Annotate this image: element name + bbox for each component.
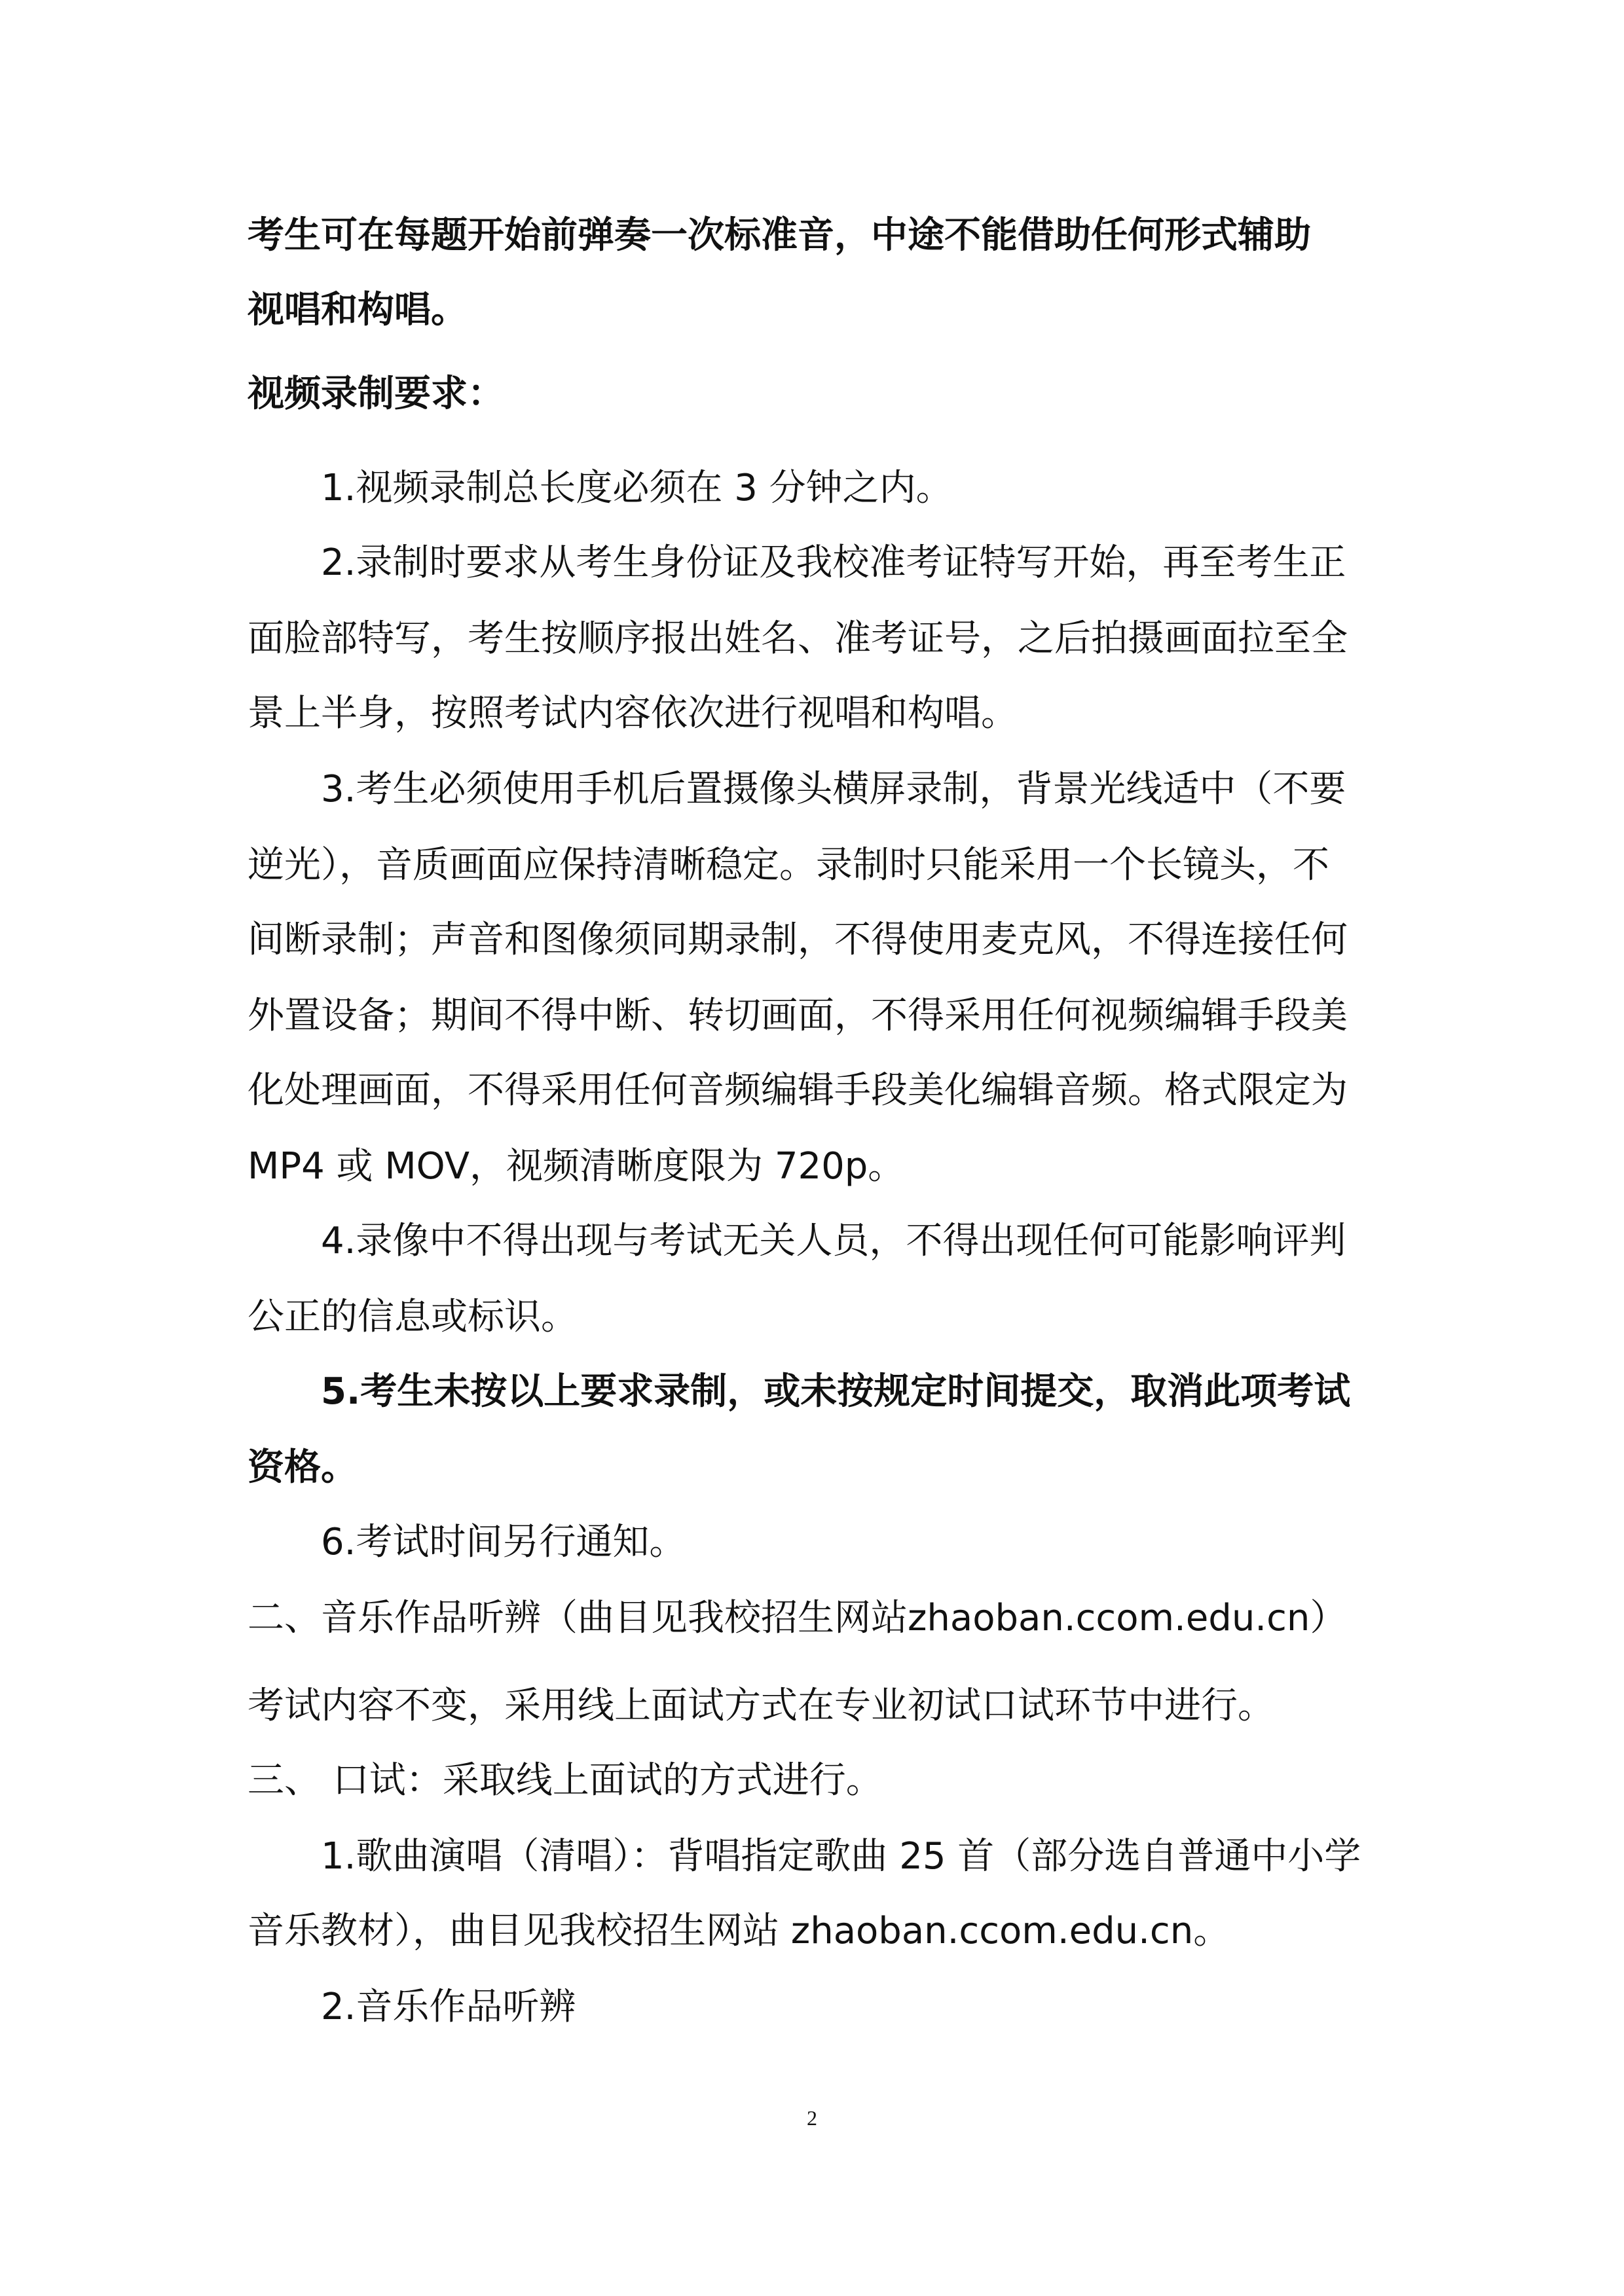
list-item: 1.歌曲演唱（清唱）：背唱指定歌曲 25 首（部分选自普通中小学 bbox=[321, 1835, 1361, 1878]
body-text-line: MP4 或 MOV，视频清晰度限为 720p。 bbox=[248, 1145, 905, 1188]
list-item: 4.录像中不得出现与考试无关人员，不得出现任何可能影响评判 bbox=[321, 1220, 1346, 1262]
body-text-line: 逆光），音质画面应保持清晰稳定。录制时只能采用一个长镜头，不 bbox=[248, 844, 1329, 886]
list-item: 2.音乐作品听辨 bbox=[321, 1986, 576, 2028]
body-text-line: 面脸部特写，考生按顺序报出姓名、准考证号，之后拍摄画面拉至全 bbox=[248, 617, 1348, 660]
body-text-line: 音乐教材），曲目见我校招生网站 zhaoban.ccom.edu.cn。 bbox=[248, 1910, 1230, 1952]
list-item: 6.考试时间另行通知。 bbox=[321, 1521, 686, 1563]
body-text-line: 视唱和构唱。 bbox=[248, 289, 468, 331]
body-text-line: 景上半身，按照考试内容依次进行视唱和构唱。 bbox=[248, 692, 1018, 735]
page-number: 2 bbox=[807, 2106, 817, 2130]
list-item: 3.考生必须使用手机后置摄像头横屏录制，背景光线适中（不要 bbox=[321, 768, 1346, 811]
body-text-line: 外置设备；期间不得中断、转切画面，不得采用任何视频编辑手段美 bbox=[248, 994, 1348, 1037]
list-item: 1.视频录制总长度必须在 3 分钟之内。 bbox=[321, 467, 953, 509]
section-heading-video-requirements: 视频录制要求： bbox=[248, 373, 504, 415]
body-text-line: 资格。 bbox=[248, 1446, 358, 1489]
list-item-bold: 5.考生未按以上要求录制，或未按规定时间提交，取消此项考试 bbox=[321, 1370, 1351, 1413]
section-heading-oral-exam: 三、 口试：采取线上面试的方式进行。 bbox=[248, 1759, 883, 1802]
list-item: 2.录制时要求从考生身份证及我校准考证特写开始，再至考生正 bbox=[321, 541, 1346, 584]
body-text-line: 公正的信息或标识。 bbox=[248, 1296, 578, 1338]
body-text-line: 考生可在每题开始前弹奏一次标准音，中途不能借助任何形式辅助 bbox=[248, 214, 1311, 257]
body-text-line: 化处理画面，不得采用任何音频编辑手段美化编辑音频。格式限定为 bbox=[248, 1069, 1348, 1112]
body-text-line: 考试内容不变，采用线上面试方式在专业初试口试环节中进行。 bbox=[248, 1685, 1274, 1727]
body-text-line: 间断录制；声音和图像须同期录制，不得使用麦克风，不得连接任何 bbox=[248, 919, 1348, 961]
section-heading-music-listening: 二、音乐作品听辨（曲目见我校招生网站zhaoban.ccom.edu.cn） bbox=[248, 1597, 1347, 1639]
